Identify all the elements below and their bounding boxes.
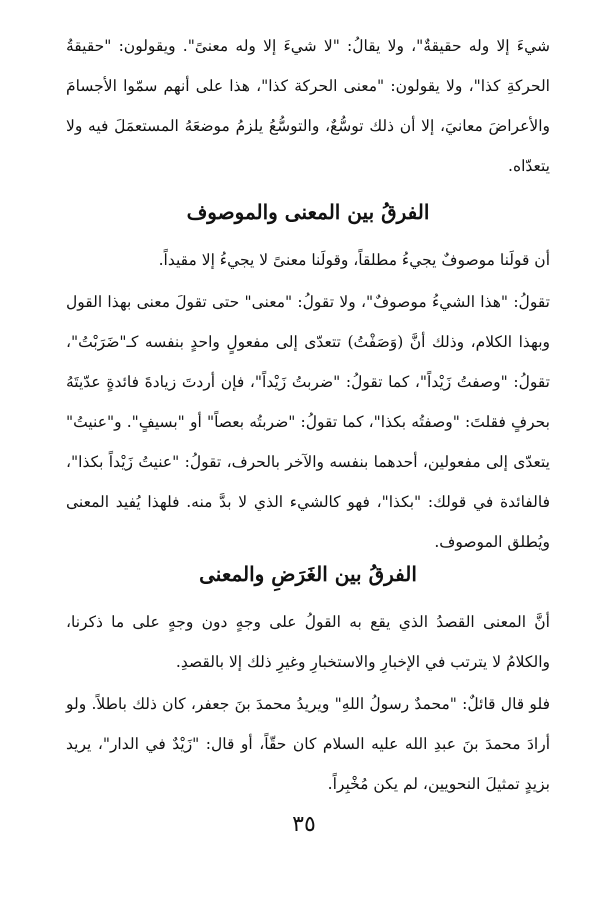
- section-heading-purpose-vs-meaning: الفرقُ بين الغَرَضِ والمعنى: [199, 562, 417, 586]
- paragraph-definition: أن قولَنا موصوفٌ يجيءُ مطلقاً، وقولَنا معنىً لا يجيءُ إلا مقيداً.: [158, 251, 550, 269]
- paragraph-example: فلو قال قائلٌ: "محمدٌ رسولُ اللهِ" ويريدُ محمدَ بنَ جعفر، كان ذلك باطلاً. ولو أرادَ محمدَ بنَ عبدِ الله عليه السلام كان حقّاً، أو قال: "زَيْدٌ في الدار"، يريد بزيدٍ تمثيلَ النحويين، لم يكن مُخْبِراً.: [66, 695, 550, 793]
- page-number: ٣٥: [292, 812, 316, 837]
- section-heading-meaning-vs-described: الفرقُ بين المعنى والموصوف: [186, 200, 430, 224]
- paragraph-explanation: تقولُ: "هذا الشيءُ موصوفٌ"، ولا تقولُ: "معنى" حتى تقولَ معنى بهذا القول وبهذا الكلام، وذلك أنَّ (وَصَفْتُ) تتعدّى إلى مفعولٍ واحدٍ بنفسه كـ"ضَرَبْتُ"، تقولُ: "وصفتُ زَيْداً"، كما تقولُ: "ضربتُ زَيْداً"، فإن أردتَ زيادةَ فائدةٍ عدّيتَهُ بحرفٍ فقلتَ: "وصفتُه بكذا"، كما تقولُ: "ضربتُه بعصاً" أو "بسيفٍ". و"عنيتُ" يتعدّى إلى مفعولين، أحدهما بنفسه والآخر بالحرف، تقولُ: "عنيتُ زَيْداً بكذا"، فالفائدة في قولك: "بكذا"، فهو كالشيء الذي لا بدَّ منه. فلهذا يُفيد المعنى ويُطلق الموصوف.: [66, 293, 550, 551]
- paragraph-intent: أنَّ المعنى القصدُ الذي يقع به القولُ على وجهٍ دون وجهٍ على ما ذكرنا، والكلامُ لا يترتب في الإخبارِ والاستخبارِ وغيرِ ذلك إلا بالقصدِ.: [66, 613, 550, 671]
- paragraph-continuation: شيءَ إلا وله حقيقةٌ"، ولا يقالُ: "لا شيءَ إلا وله معنىً". ويقولون: "حقيقةُ الحركةِ كذا"، ولا يقولون: "معنى الحركة كذا"، هذا على أنهم سمّوا الأجسامَ والأعراضَ معانيَ، إلا أن ذلك توسُّعٌ، والتوسُّعُ يلزمُ موضعَهُ المستعمَلَ فيه ولا يتعدّاه.: [66, 37, 550, 175]
